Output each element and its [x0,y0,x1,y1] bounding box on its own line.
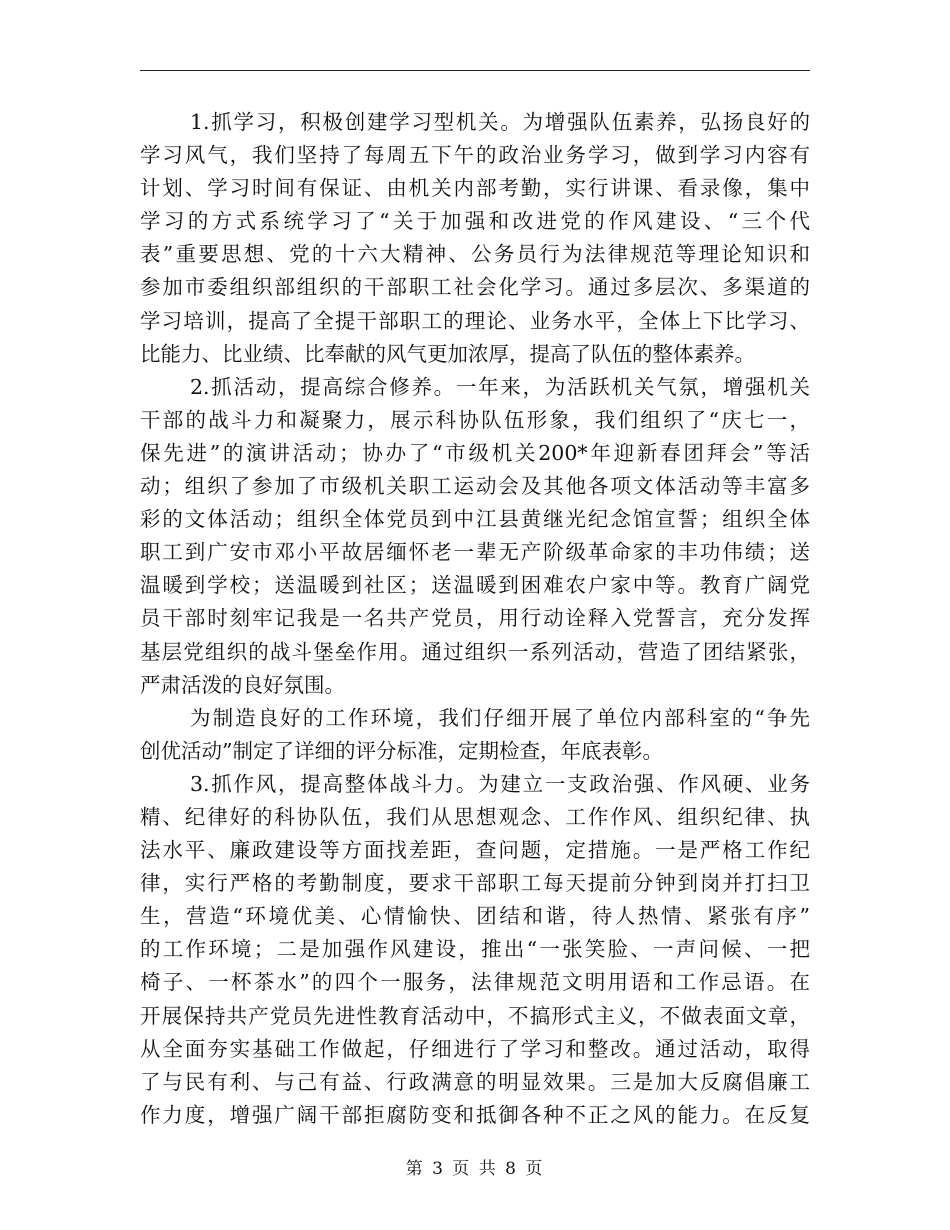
paragraph-line: 员干部时刻牢记我是一名共产党员，用行动诠释入党誓言，充分发挥 [140,606,810,631]
body-text [140,106,810,1132]
paragraph-line: 法水平、廉政建设等方面找差距，查问题，定措施。一是严格工作纪 [140,838,810,863]
paragraph-line: 的工作环境；二是加强作风建设，推出“一张笑脸、一声问候、一把 [140,937,810,962]
paragraph-line: 严肃活泼的良好氛围。 [140,672,345,697]
paragraph-line: 干部的战斗力和凝聚力，展示科协队伍形象，我们组织了“庆七一， [140,407,810,432]
paragraph-line: 温暖到学校；送温暖到社区；送温暖到困难农户家中等。教育广阔党 [140,573,810,598]
paragraph-line: 参加市委组织部组织的干部职工社会化学习。通过多层次、多渠道的 [140,275,810,300]
header-rule [140,70,810,71]
paragraph-line: 基层党组织的战斗堡垒作用。通过组织一系列活动，营造了团结紧张， [140,639,810,664]
paragraph-line: 1.抓学习，积极创建学习型机关。为增强队伍素养，弘扬良好的 [190,110,810,134]
paragraph-line: 2.抓活动，提高综合修养。一年来，为活跃机关气氛，增强机关 [190,374,810,399]
paragraph-line: 开展保持共产党员先进性教育活动中，不搞形式主义，不做表面文章， [140,1003,810,1028]
paragraph-line: 动；组织了参加了市级机关职工运动会及其他各项文体活动等丰富多 [140,474,810,499]
paragraph-line: 学习的方式系统学习了“关于加强和改进党的作风建设、“三个代 [140,209,810,234]
page-number-footer: 第 3 页 共 8 页 [405,1159,545,1179]
paragraph-line: 作力度，增强广阔干部拒腐防变和抵御各种不正之风的能力。在反复 [140,1102,810,1127]
paragraph-line: 3.抓作风，提高整体战斗力。为建立一支政治强、作风硬、业务 [190,771,810,796]
paragraph-line: 学习风气，我们坚持了每周五下午的政治业务学习，做到学习内容有 [140,143,810,168]
paragraph-line: 创优活动”制定了详细的评分标准，定期检查，年底表彰。 [140,738,663,763]
paragraph-line: 生，营造“环境优美、心情愉快、团结和谐，待人热情、紧张有序” [140,904,810,929]
paragraph-line: 比能力、比业绩、比奉献的风气更加浓厚，提高了队伍的整体素养。 [140,341,755,366]
paragraph-line: 精、纪律好的科协队伍，我们从思想观念、工作作风、组织纪律、执 [140,804,810,829]
paragraph-line: 计划、学习时间有保证、由机关内部考勤，实行讲课、看录像，集中 [140,176,810,201]
paragraph-line: 表”重要思想、党的十六大精神、公务员行为法律规范等理论知识和 [140,242,810,267]
paragraph-line: 律，实行严格的考勤制度，要求干部职工每天提前分钟到岗并打扫卫 [140,871,810,896]
paragraph-line: 保先进”的演讲活动；协办了“市级机关200*年迎新春团拜会”等活 [140,440,810,465]
paragraph-line: 了与民有利、与己有益、行政满意的明显效果。三是加大反腐倡廉工 [140,1069,810,1094]
paragraph-line: 职工到广安市邓小平故居缅怀老一辈无产阶级革命家的丰功伟绩；送 [140,540,810,565]
paragraph-line: 椅子、一杯茶水”的四个一服务，法律规范文明用语和工作忌语。在 [140,970,810,995]
paragraph-line: 从全面夯实基础工作做起，仔细进行了学习和整改。通过活动，取得 [140,1036,810,1061]
paragraph-line: 为制造良好的工作环境，我们仔细开展了单位内部科室的“争先 [190,705,810,730]
paragraph-line: 彩的文体活动；组织全体党员到中江县黄继光纪念馆宣誓；组织全体 [140,507,810,532]
paragraph-line: 学习培训，提高了全提干部职工的理论、业务水平，全体上下比学习、 [140,308,810,333]
